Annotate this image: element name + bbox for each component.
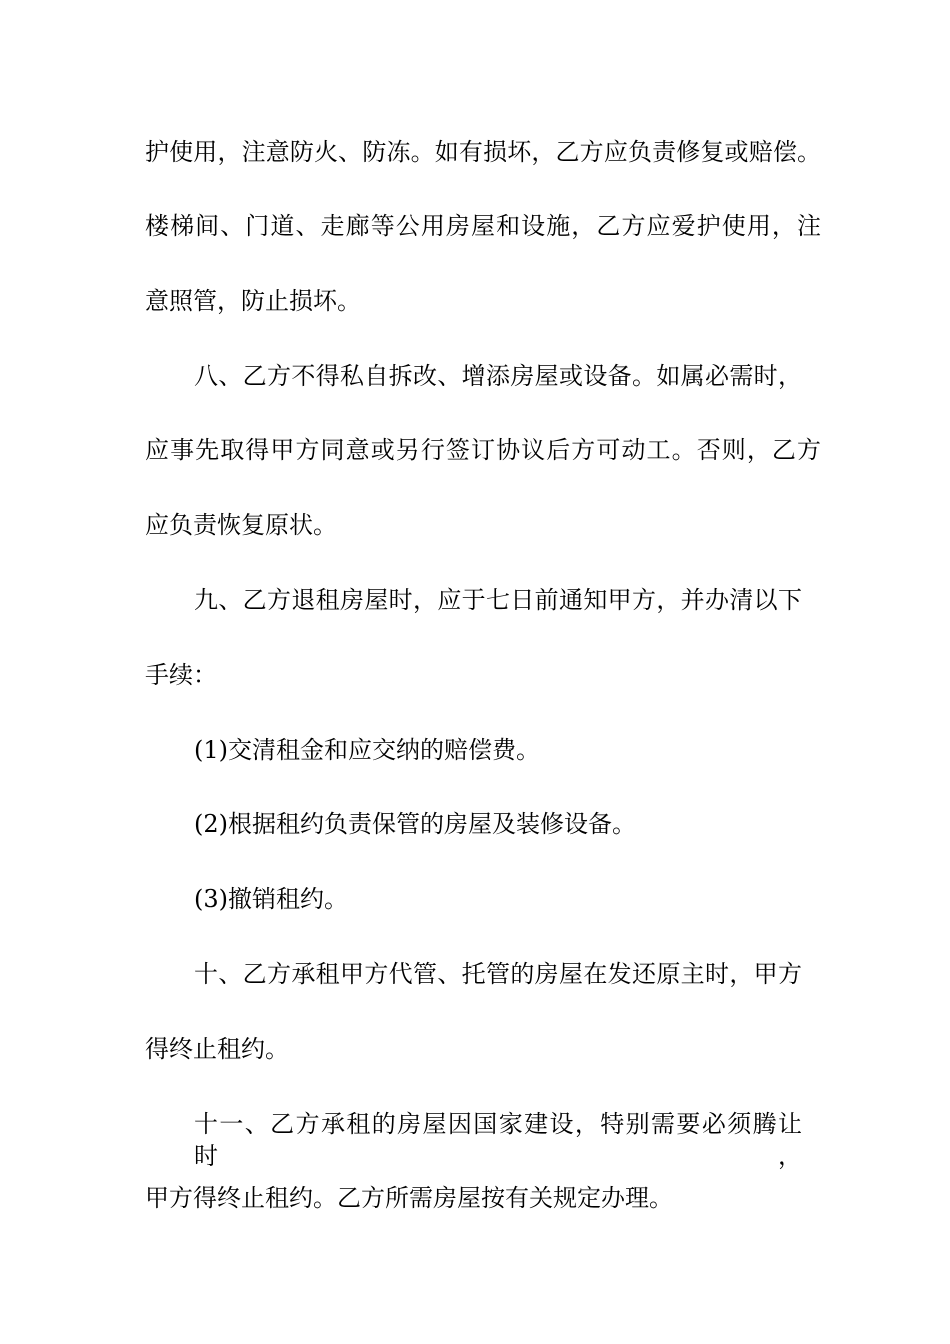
- text-line: 意照管，防止损坏。: [145, 287, 361, 315]
- text-line: 应负责恢复原状。: [145, 511, 337, 539]
- text-line: (3)撤销租约。: [194, 885, 348, 913]
- text-line: 十一、乙方承租的房屋因国家建设，特别需要必须腾让时，: [194, 1110, 802, 1170]
- text-line: 十、乙方承租甲方代管、托管的房屋在发还原主时，甲方: [194, 960, 802, 988]
- text-line: (1)交清租金和应交纳的赔偿费。: [194, 736, 540, 764]
- text-line: 楼梯间、门道、走廊等公用房屋和设施，乙方应爱护使用，注: [145, 212, 821, 240]
- text-line: 应事先取得甲方同意或另行签订协议后方可动工。否则，乙方: [145, 436, 821, 464]
- text-line: 护使用，注意防火、防冻。如有损坏，乙方应负责修复或赔偿。: [145, 138, 821, 166]
- text-line: 甲方得终止租约。乙方所需房屋按有关规定办理。: [145, 1184, 673, 1212]
- text-line: 九、乙方退租房屋时，应于七日前通知甲方，并办清以下: [194, 586, 802, 614]
- text-line: (2)根据租约负责保管的房屋及装修设备。: [194, 810, 636, 838]
- text-line: 八、乙方不得私自拆改、增添房屋或设备。如属必需时，: [194, 362, 802, 390]
- text-line: 得终止租约。: [145, 1035, 289, 1063]
- text-line: 手续：: [145, 661, 217, 689]
